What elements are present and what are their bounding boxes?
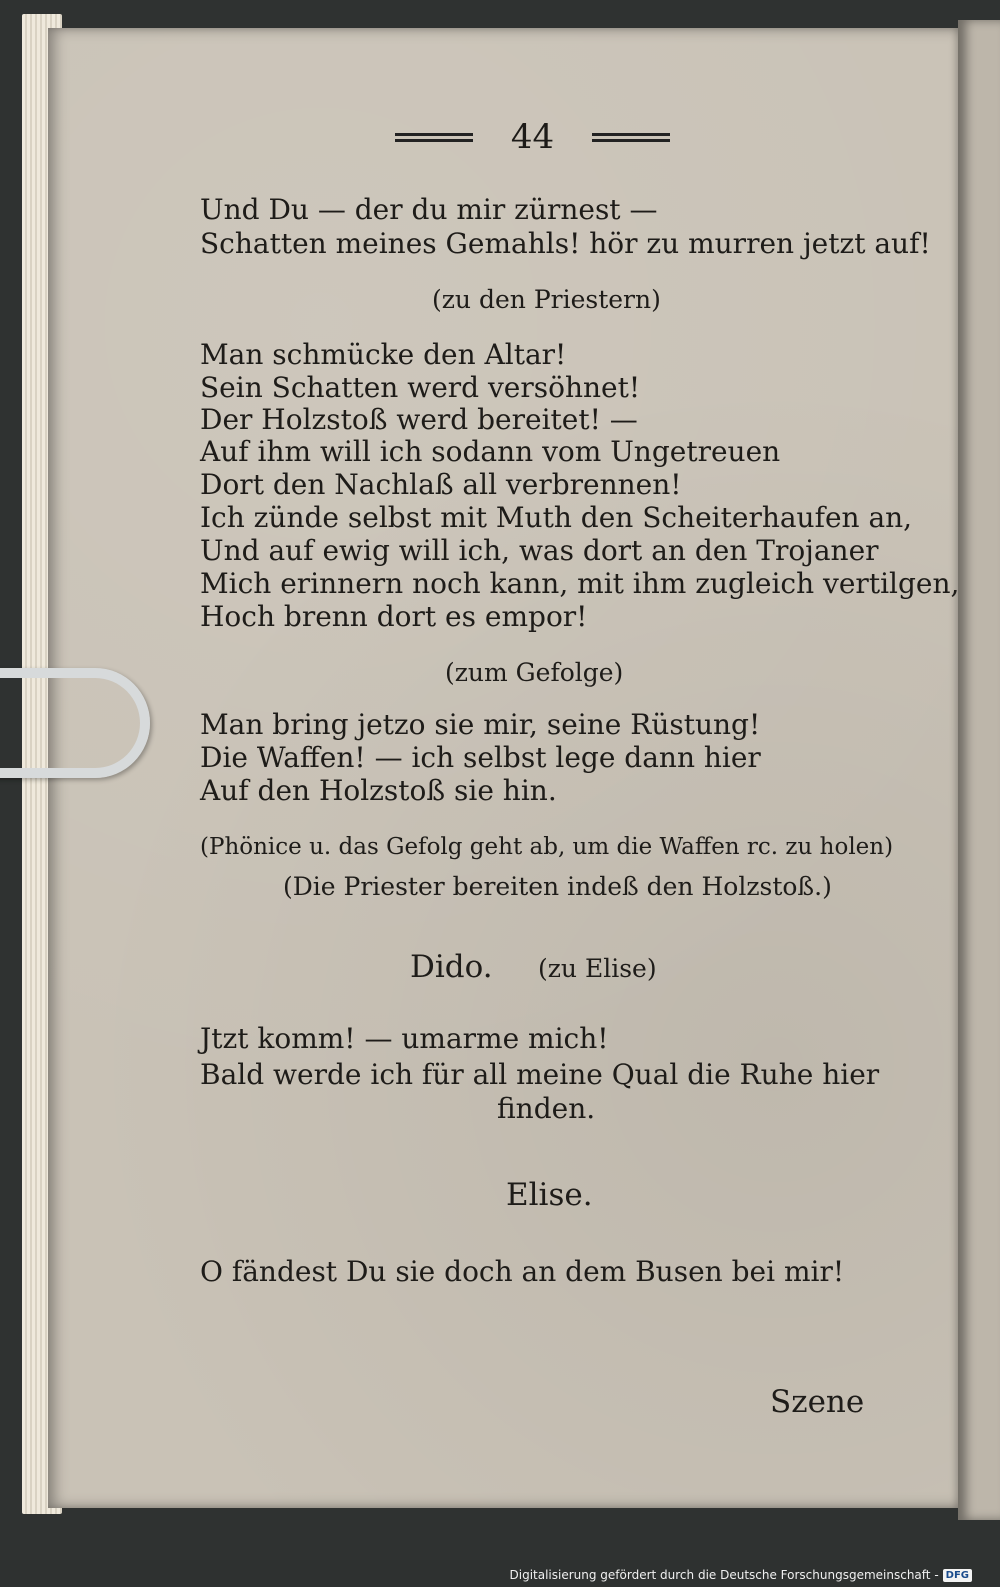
- verse-line: Bald werde ich für all meine Qual die Ruhe hier: [200, 1058, 880, 1091]
- speaker-name: Dido.: [410, 949, 493, 985]
- speaker-name: Elise.: [506, 1177, 593, 1213]
- verse-line: Und Du — der du mir zürnest —: [200, 193, 658, 226]
- verse-line: Jtzt komm! — umarme mich!: [200, 1022, 609, 1055]
- catchword: Szene: [770, 1384, 865, 1420]
- stage-direction: (Die Priester bereiten indeß den Holzstoß.): [283, 872, 832, 901]
- footer-text: Digitalisierung gefördert durch die Deutsche Forschungsgemeinschaft -: [509, 1568, 939, 1582]
- verse-line: Auf ihm will ich sodann vom Ungetreuen: [200, 435, 781, 468]
- dfg-logo: DFG: [943, 1569, 972, 1582]
- verse-line: Und auf ewig will ich, was dort an den Trojaner: [200, 534, 879, 567]
- stage-direction: (zu Elise): [538, 954, 657, 983]
- verse-line: Sein Schatten werd versöhnet!: [200, 371, 641, 404]
- facing-page-edge: [958, 20, 1000, 1520]
- verse-line: Auf den Holzstoß sie hin.: [200, 774, 557, 807]
- stage-direction: (zu den Priestern): [432, 285, 661, 314]
- paper-clip: [0, 668, 150, 778]
- verse-line: Der Holzstoß werd bereitet! —: [200, 403, 638, 436]
- header-rule-left: [395, 133, 473, 142]
- verse-line: Ich zünde selbst mit Muth den Scheiterhaufen an,: [200, 501, 913, 534]
- digitization-footer: [510, 1566, 973, 1584]
- page-number: 44: [510, 117, 555, 157]
- verse-line: Man schmücke den Altar!: [200, 338, 567, 371]
- header-rule-right: [592, 133, 670, 142]
- verse-line: Mich erinnern noch kann, mit ihm zugleich vertilgen,: [200, 567, 960, 600]
- stage-direction: (zum Gefolge): [445, 658, 624, 687]
- verse-line: Die Waffen! — ich selbst lege dann hier: [200, 741, 761, 774]
- verse-line: Hoch brenn dort es empor!: [200, 600, 588, 633]
- verse-line: Dort den Nachlaß all verbrennen!: [200, 468, 682, 501]
- verse-line: Schatten meines Gemahls! hör zu murren jetzt auf!: [200, 227, 931, 260]
- verse-line: O fändest Du sie doch an dem Busen bei mir!: [200, 1255, 845, 1288]
- stage-direction: (Phönice u. das Gefolg geht ab, um die Waffen rc. zu holen): [200, 834, 894, 860]
- page-header: [395, 112, 670, 162]
- verse-line: Man bring jetzo sie mir, seine Rüstung!: [200, 708, 761, 741]
- verse-line: finden.: [497, 1092, 596, 1125]
